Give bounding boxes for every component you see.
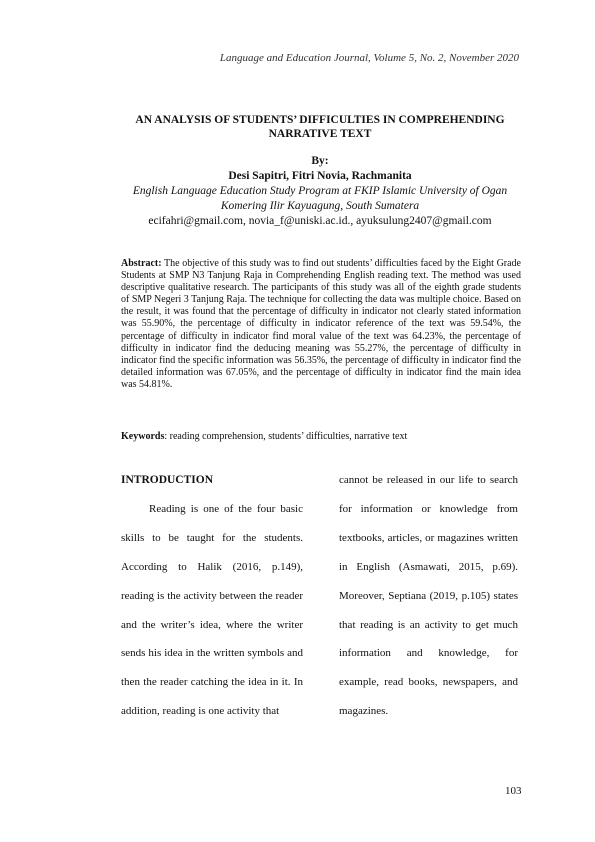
journal-header: Language and Education Journal, Volume 5, No. 2, November 2020 (219, 52, 519, 64)
abstract-text: The objective of this study was to find out students’ difficulties faced by the Eight Grade Students at SMP N3 Tanjung Raja in Comprehending English reading text. The method was used descriptive qualitative research. The participants of this study was all of the eighth grade students of SMP Negeri 3 Tanjung Raja. The technique for collecting the data was multiple choice. Based on the result, it was found that the percentage of difficulty in indicator not clearly stated information was 55.90%, the percentage of difficulty in indicator reference of the text was 59.54%, the percentage of difficulty in indicator find moral value of the text was 64.23%, the percentage of difficulty in indicator find the deducing meaning was 55.27%, the percentage of difficulty in indicator find the specific information was 56.35%, the percentage of difficulty in indicator find the detailed information was 67.05%, and the percentage of difficulty in indicator find the main idea was 54.81%. (121, 258, 521, 390)
keywords-label: Keywords (121, 431, 165, 442)
by-label: By: (311, 155, 329, 167)
keywords (121, 431, 541, 442)
right-column (339, 466, 518, 726)
paper-title: AN ANALYSIS OF STUDENTS’ DIFFICULTIES IN COMPREHENDING NARRATIVE TEXT (135, 114, 505, 140)
introduction-paragraph-right: cannot be released in our life to search for information or knowledge from textbooks, articles, or magazines written in English (Asmawati, 2015, p.69). Moreover, Septiana (2019, p.105) states that reading is an activity to get much information and knowledge, for example, read books, newspapers, and magazines. (339, 474, 518, 718)
byline (110, 154, 530, 229)
affiliation: English Language Education Study Program at FKIP Islamic University of Ogan Komering Ilir Kayuagung, South Sumatera (132, 185, 508, 212)
author-emails: ecifahri@gmail.com, novia_f@uniski.ac.id., ayuksulung2407@gmail.com (148, 215, 492, 227)
introduction-paragraph-left: Reading is one of the four basic skills to be taught for the students. According to Halik (2016, p.149), reading is the activity between the reader and the writer’s idea, where the writer sends his idea in the written symbols and then the reader catching the idea in it. In addition, reading is one activity that (121, 502, 303, 718)
abstract-label: Abstract: (121, 258, 162, 269)
section-heading-introduction: INTRODUCTION (121, 474, 214, 486)
left-column (121, 466, 303, 726)
keywords-text: : reading comprehension, students’ difficulties, narrative text (164, 431, 408, 442)
abstract (121, 258, 521, 391)
page-number: 103 (505, 785, 522, 797)
authors: Desi Sapitri, Fitri Novia, Rachmanita (228, 170, 412, 182)
